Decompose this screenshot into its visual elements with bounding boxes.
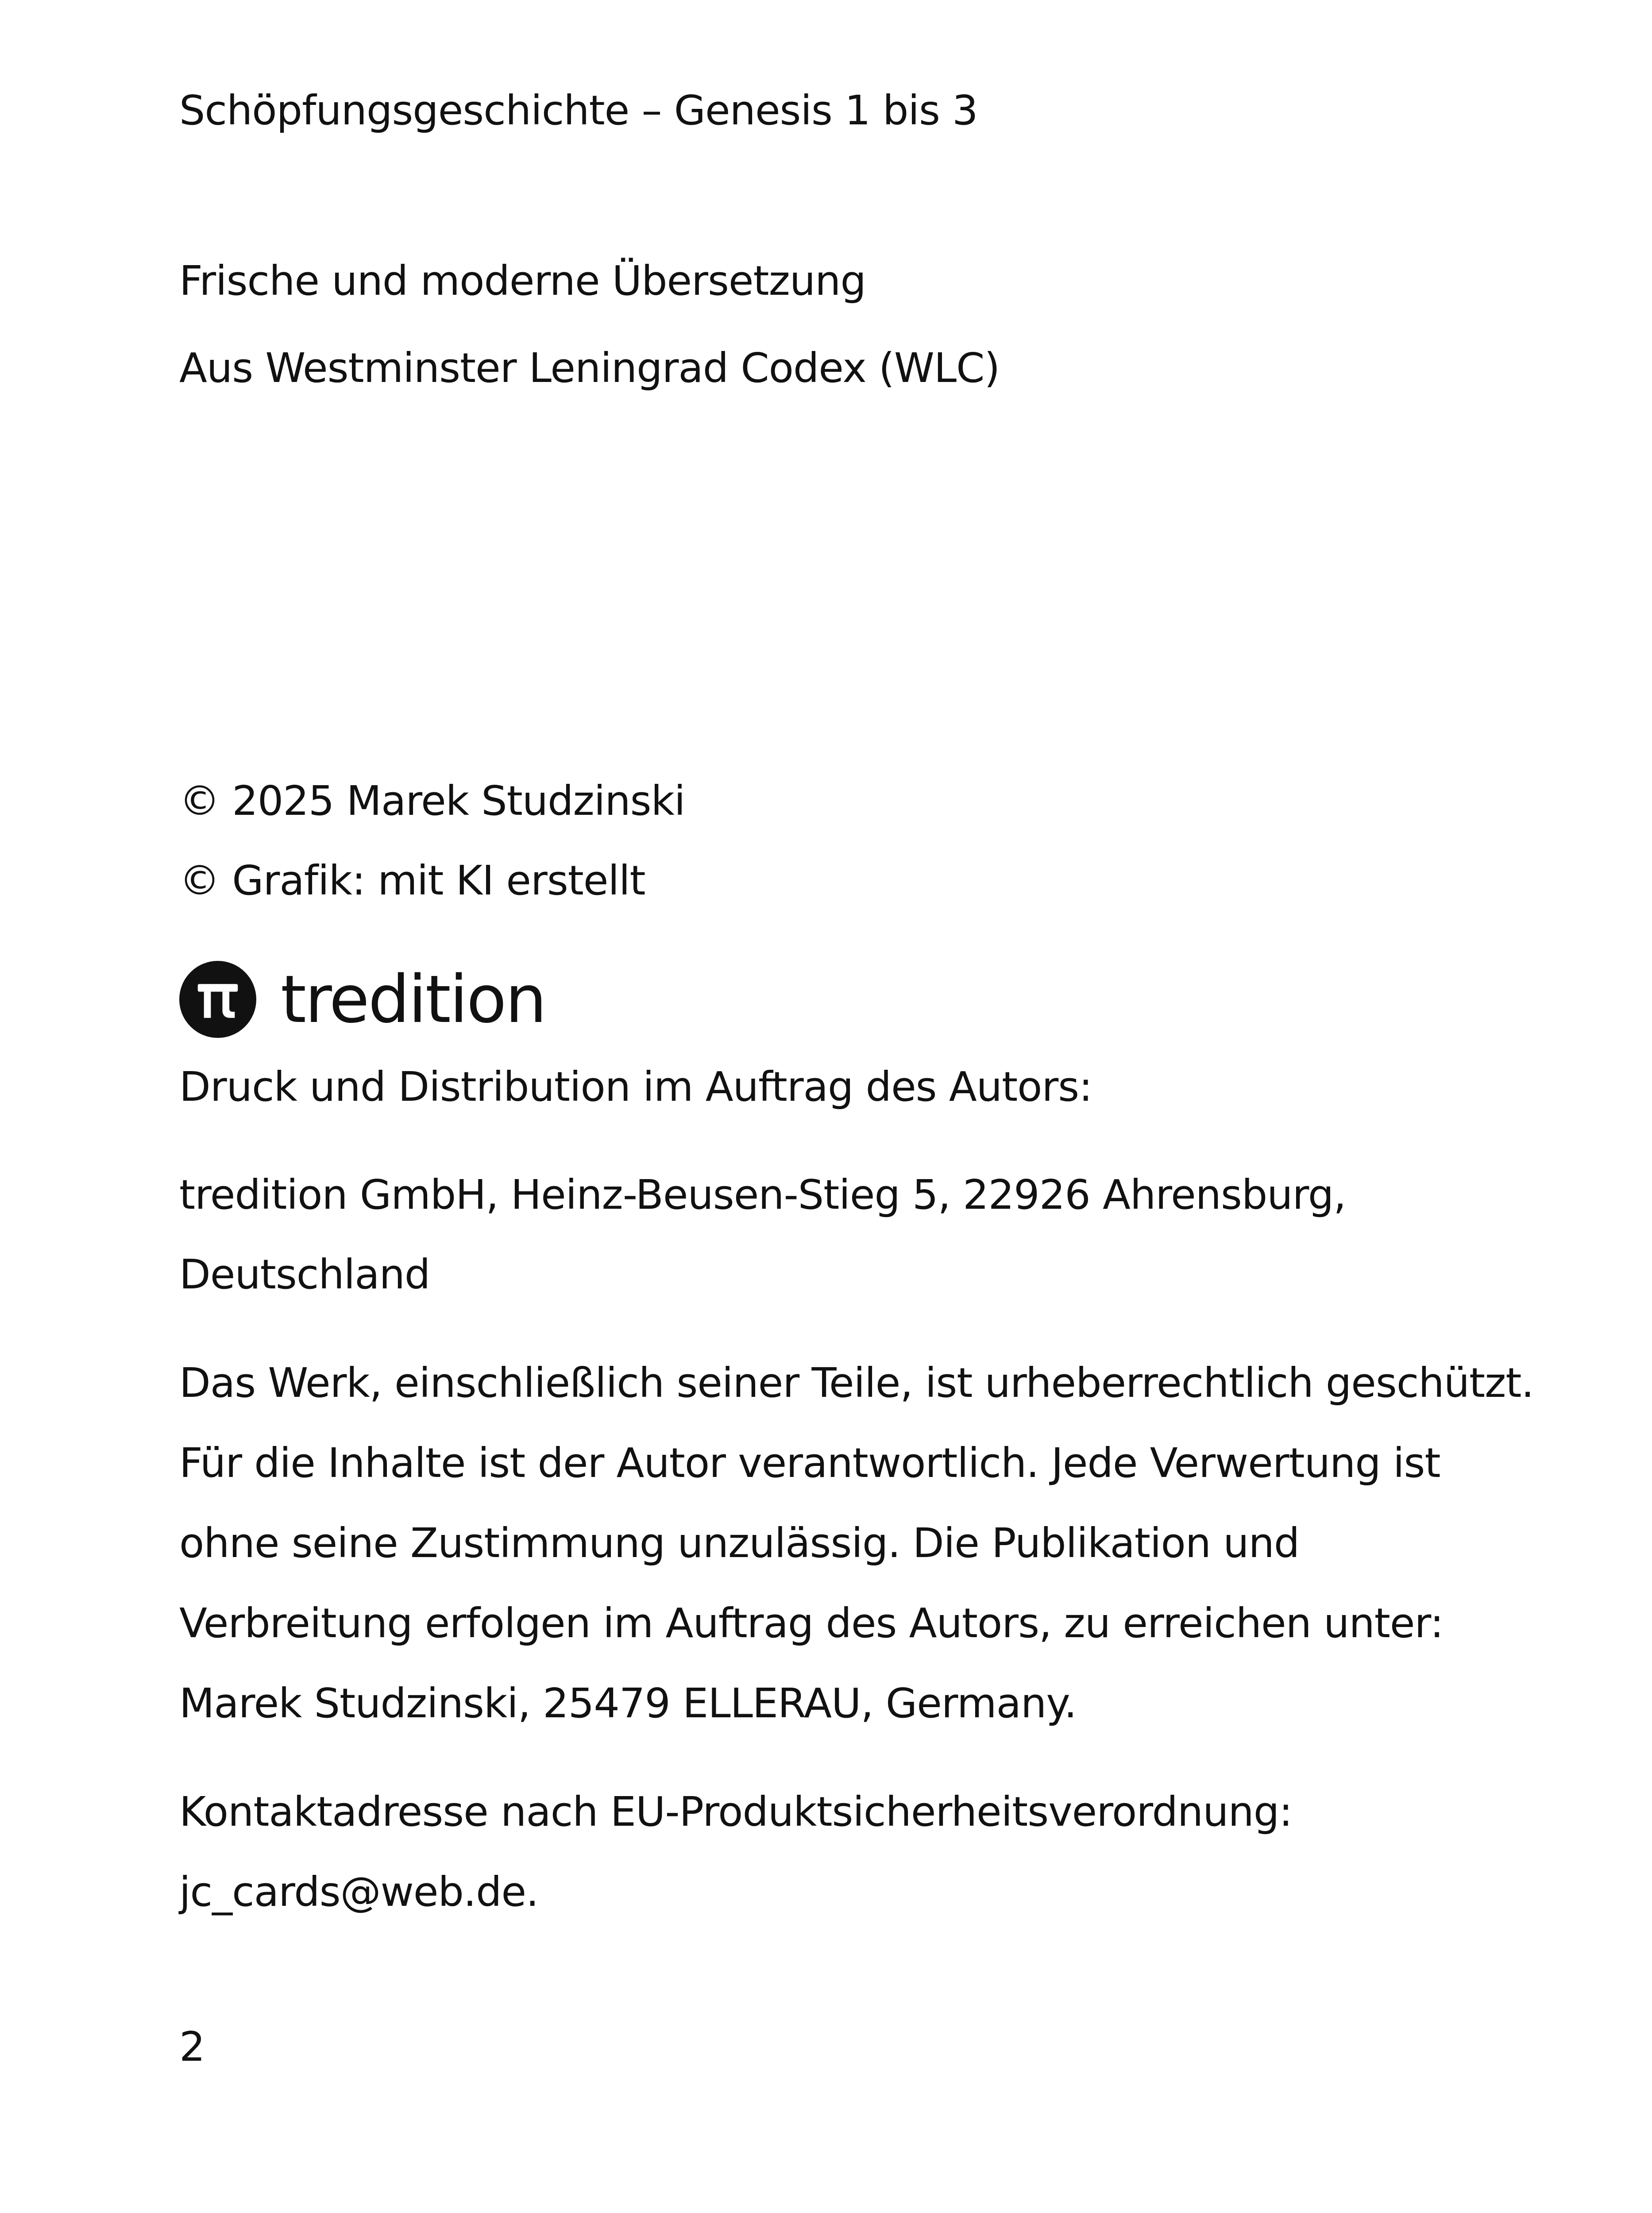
tredition-logo-icon [179,961,256,1038]
distribution-label: Druck und Distribution im Auftrag des Autors: [179,1063,1092,1110]
contact-email: jc_cards@web.de. [179,1868,539,1916]
legal-text-line-4: Verbreitung erfolgen im Auftrag des Autors, zu erreichen unter: [179,1600,1444,1647]
publisher-address-line-2: Deutschland [179,1251,430,1298]
page-number: 2 [179,2023,205,2070]
publisher-address-line-1: tredition GmbH, Heinz-Beusen-Stieg 5, 22926 Ahrensburg, [179,1171,1346,1218]
copyright-graphics: © Grafik: mit KI erstellt [179,857,645,904]
book-title: Schöpfungsgeschichte – Genesis 1 bis 3 [179,87,978,134]
subtitle-line-2: Aus Westminster Leningrad Codex (WLC) [179,344,1000,392]
subtitle-line-1: Frische und moderne Übersetzung [179,257,866,305]
publisher-logo-text: tredition [281,961,546,1037]
legal-text-line-3: ohne seine Zustimmung unzulässig. Die Publikation und [179,1519,1300,1567]
publisher-logo [179,960,545,1039]
legal-text-line-2: Für die Inhalte ist der Autor verantwortlich. Jede Verwertung ist [179,1439,1440,1487]
legal-text-line-1: Das Werk, einschließlich seiner Teile, ist urheberrechtlich geschützt. [179,1359,1534,1407]
legal-text-line-5: Marek Studzinski, 25479 ELLERAU, Germany. [179,1680,1077,1727]
contact-label: Kontaktadresse nach EU-Produktsicherheitsverordnung: [179,1788,1293,1835]
copyright-author: © 2025 Marek Studzinski [179,777,685,825]
